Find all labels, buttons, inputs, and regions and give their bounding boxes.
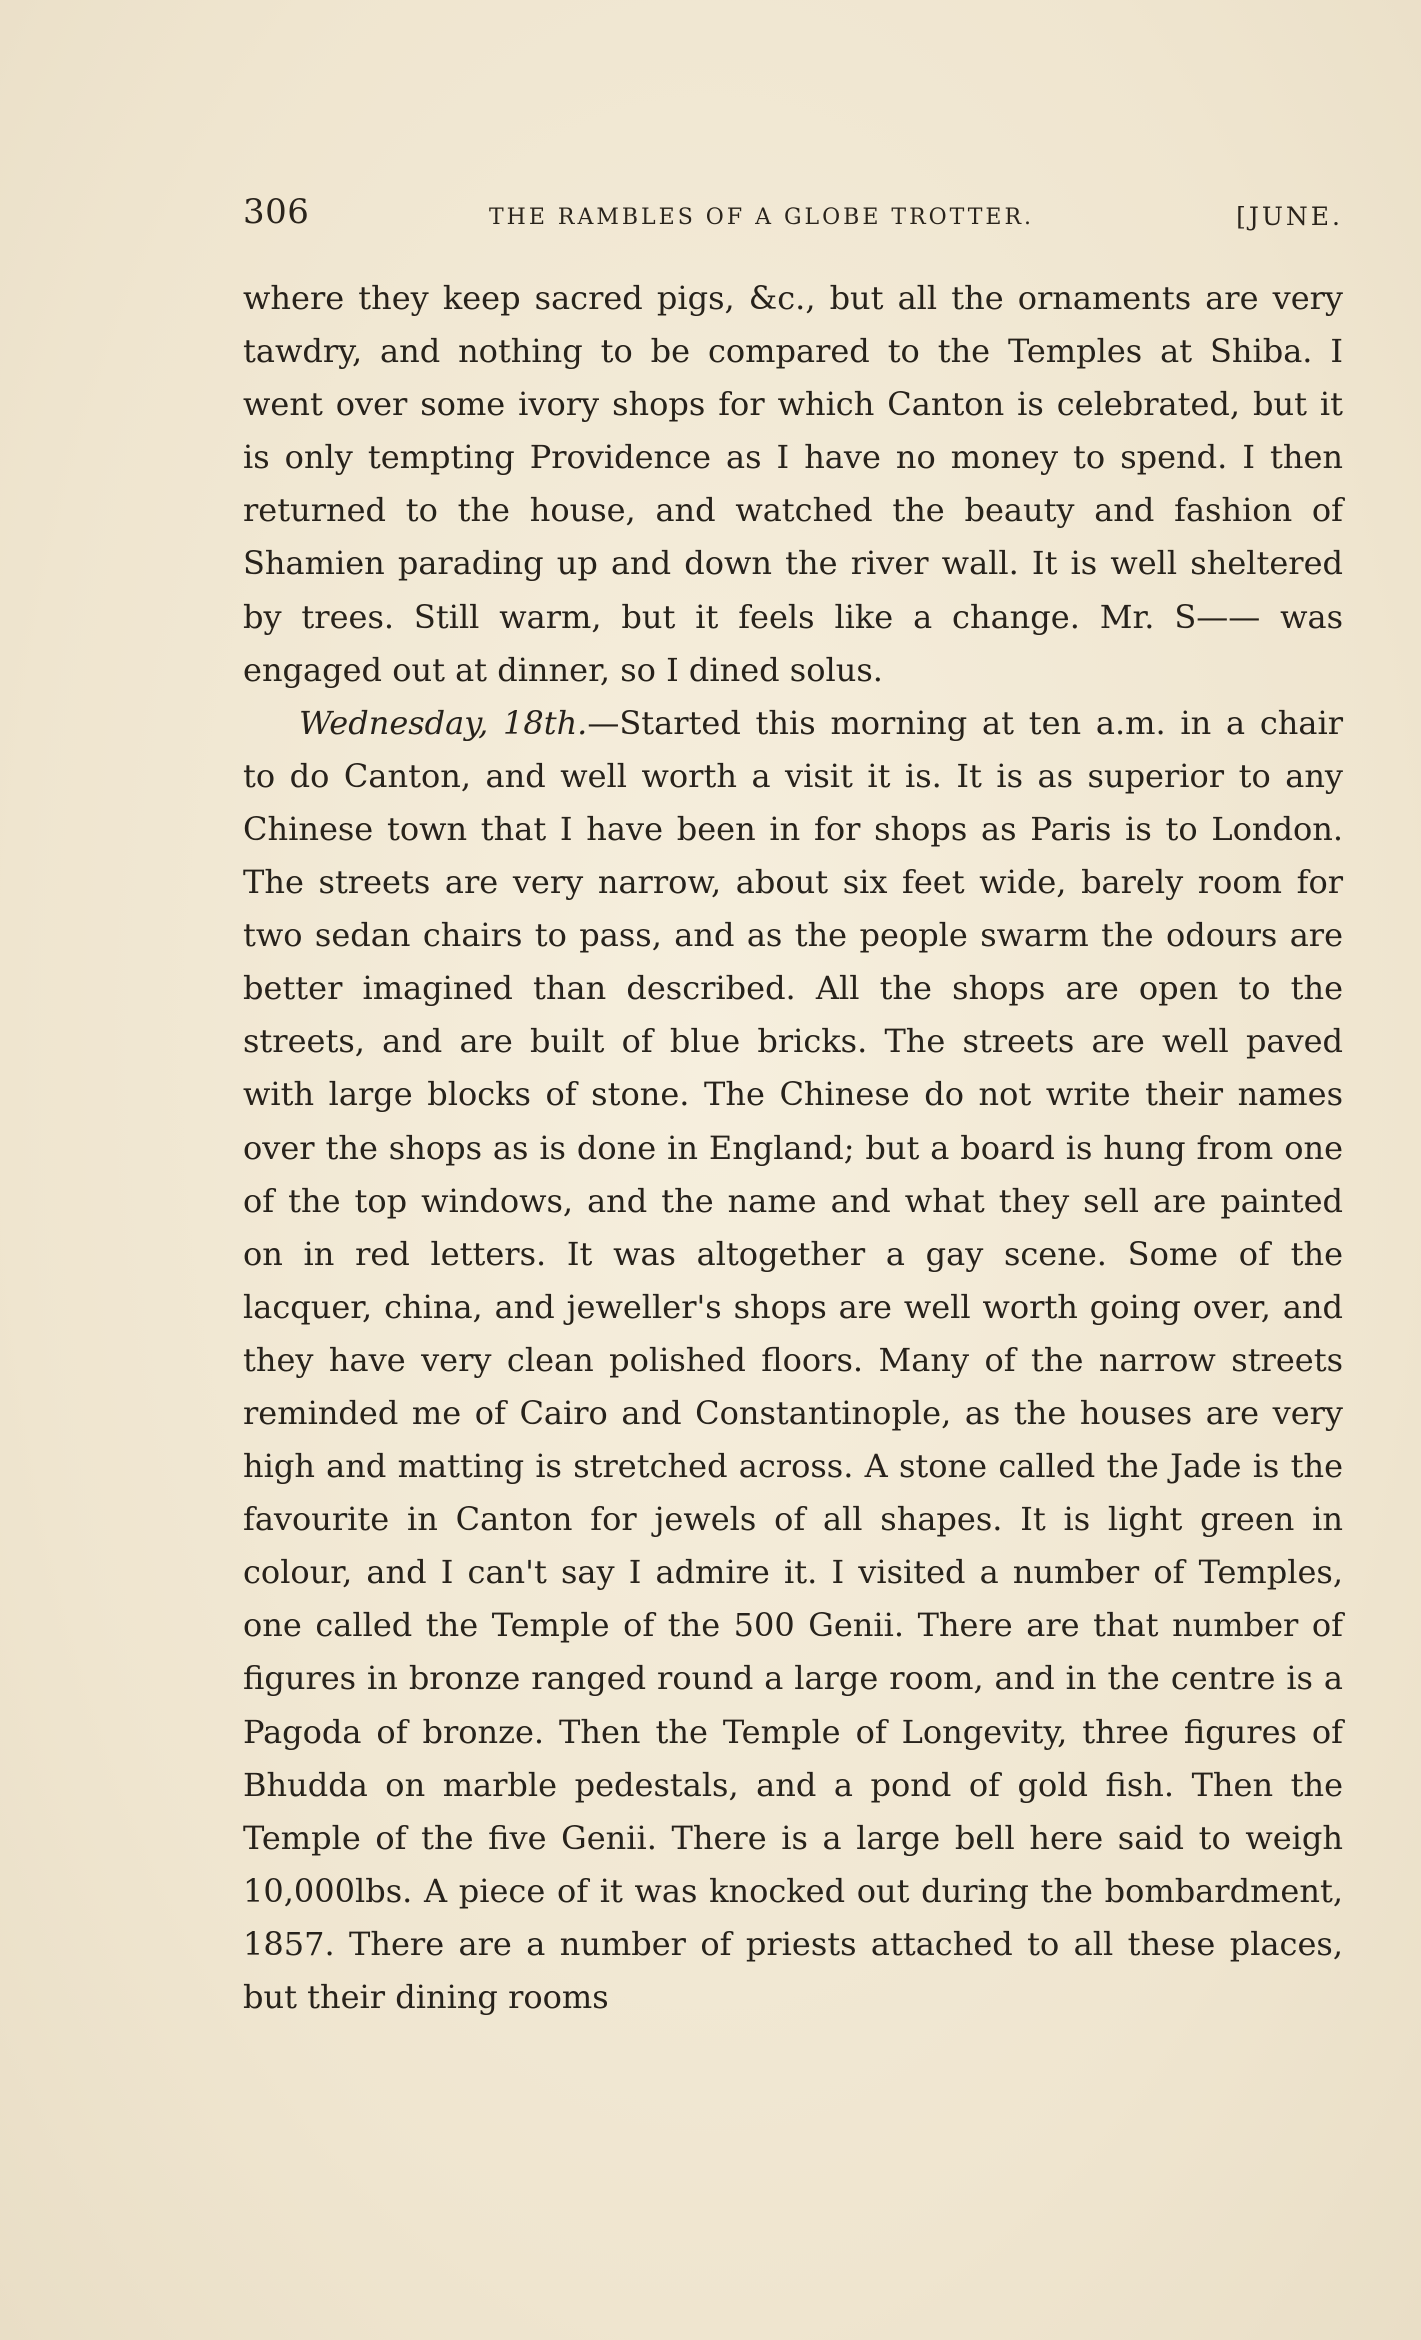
body-text: [243, 272, 1343, 2024]
paragraph-2-day: Wednesday,: [299, 703, 489, 742]
paragraph-2-date: 18th.: [488, 703, 588, 742]
running-month: [JUNE.: [1236, 202, 1343, 231]
paragraph-2-text: —Started this morning at ten a.m. in a chair to do Canton, and well worth a visit it is. It is as superior to any Chinese town that I have been in for shops as Paris is to London. The streets are very narrow, about six feet wide, barely room for two sedan chairs to pass, and as the people swarm the odours are better imagined than described. All the shops are open to the streets, and are built of blue bricks. The streets are well paved with large blocks of stone. The Chinese do not write their names over the shops as is done in England; but a board is hung from one of the top windows, and the name and what they sell are painted on in red letters. It was altogether a gay scene. Some of the lacquer, china, and jeweller's shops are well worth going over, and they have very clean polished floors. Many of the narrow streets reminded me of Cairo and Constantinople, as the houses are very high and matting is stretched across. A stone called the Jade is the favourite in Canton for jewels of all shapes. It is light green in colour, and I can't say I admire it. I visited a number of Temples, one called the Temple of the 500 Genii. There are that number of figures in bronze ranged round a large room, and in the centre is a Pagoda of bronze. Then the Temple of Longevity, three figures of Bhudda on marble pedestals, and a pond of gold fish. Then the Temple of the five Genii. There is a large bell here said to weigh 10,000lbs. A piece of it was knocked out during the bombardment, 1857. There are a number of priests attached to all these places, but their dining rooms: [243, 703, 1344, 2016]
page-header: [243, 192, 1343, 248]
paragraph-1: where they keep sacred pigs, &c., but all the ornaments are very tawdry, and nothing to be compared to the Temples at Shiba. I went over some ivory shops for which Canton is celebrated, but it is only tempting Providence as I have no money to spend. I then returned to the house, and watched the beauty and fashion of Shamien parading up and down the river wall. It is well sheltered by trees. Still warm, but it feels like a change. Mr. S—— was engaged out at dinner, so I dined solus.: [243, 279, 1343, 689]
page-number: 306: [243, 192, 310, 232]
running-title: THE RAMBLES OF A GLOBE TROTTER.: [489, 205, 1035, 230]
paragraph-2: [243, 697, 1343, 2024]
